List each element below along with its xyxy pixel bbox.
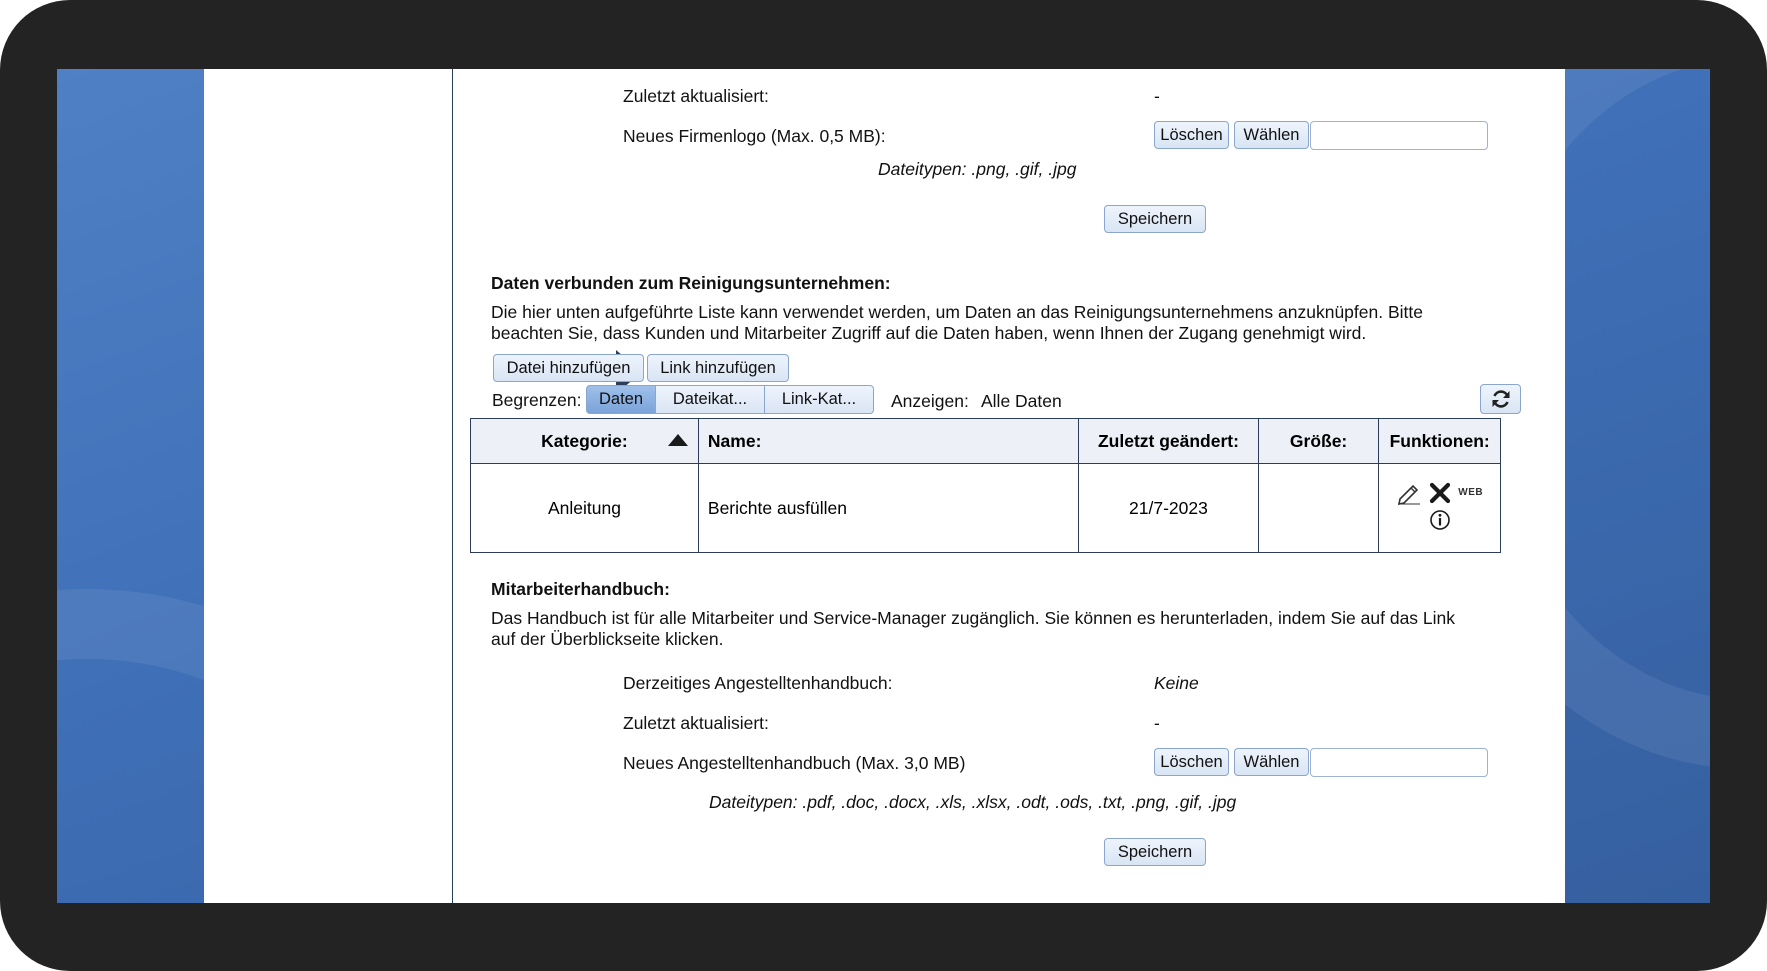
sort-ascending-icon — [668, 434, 688, 446]
handbook-last-updated-label: Zuletzt aktualisiert: — [623, 713, 769, 733]
web-badge[interactable]: WEB — [1458, 487, 1484, 498]
current-handbook-value: Keine — [1154, 673, 1199, 693]
column-header-functions: Funktionen: — [1379, 419, 1501, 464]
filter-tab-file-categories[interactable]: Dateikat... — [655, 385, 765, 414]
sidebar-divider — [452, 69, 453, 903]
data-section-description: beachten Sie, dass Kunden und Mitarbeiter Zugriff auf die Daten haben, wenn Ihnen der Zugang genehmigt wird. — [491, 323, 1367, 343]
handbook-heading: Mitarbeiterhandbuch: — [491, 579, 670, 599]
handbook-delete-button[interactable]: Löschen — [1154, 748, 1229, 776]
new-logo-label: Neues Firmenlogo (Max. 0,5 MB): — [623, 126, 886, 146]
cell-functions — [1379, 464, 1501, 553]
handbook-file-field[interactable] — [1310, 748, 1488, 777]
show-label: Anzeigen: — [891, 391, 969, 411]
logo-file-types: Dateitypen: .png, .gif, .jpg — [878, 159, 1077, 179]
column-header-label: Kategorie: — [541, 430, 628, 451]
filter-tab-link-categories[interactable]: Link-Kat... — [764, 385, 874, 414]
add-file-button[interactable]: Datei hinzufügen — [493, 354, 644, 382]
column-header-size[interactable]: Größe: — [1258, 419, 1379, 464]
desktop-background — [57, 69, 1710, 903]
handbook-save-button[interactable]: Speichern — [1104, 838, 1206, 866]
handbook-file-types: Dateitypen: .pdf, .doc, .docx, .xls, .xlsx, .odt, .ods, .txt, .png, .gif, .jpg — [709, 792, 1237, 812]
refresh-icon — [1490, 388, 1512, 410]
table-row — [471, 464, 1501, 553]
cell-size — [1258, 464, 1379, 553]
edit-pencil-icon[interactable] — [1396, 481, 1422, 505]
cell-category: Anleitung — [471, 464, 699, 553]
current-handbook-label: Derzeitiges Angestelltenhandbuch: — [623, 673, 893, 693]
add-link-button[interactable]: Link hinzufügen — [647, 354, 789, 382]
info-icon[interactable] — [1429, 509, 1451, 531]
handbook-description: auf der Überblickseite klicken. — [491, 629, 724, 649]
new-handbook-label: Neues Angestelltenhandbuch (Max. 3,0 MB) — [623, 753, 966, 773]
handbook-description: Das Handbuch ist für alle Mitarbeiter und Service-Manager zugänglich. Sie können es herunterladen, indem Sie auf das Link — [491, 608, 1456, 628]
refresh-button[interactable] — [1480, 384, 1521, 414]
limit-label: Begrenzen: — [492, 390, 582, 410]
data-section-heading: Daten verbunden zum Reinigungsunternehmen: — [491, 273, 891, 293]
cell-name[interactable]: Berichte ausfüllen — [698, 464, 1078, 553]
logo-last-updated-label: Zuletzt aktualisiert: — [623, 86, 769, 106]
delete-x-icon[interactable] — [1429, 482, 1451, 504]
web-page — [204, 69, 1565, 903]
handbook-choose-button[interactable]: Wählen — [1234, 748, 1309, 776]
column-header-category[interactable] — [471, 419, 699, 464]
logo-choose-button[interactable]: Wählen — [1234, 121, 1309, 149]
logo-delete-button[interactable]: Löschen — [1154, 121, 1229, 149]
column-header-name[interactable]: Name: — [698, 419, 1078, 464]
data-section-description: Die hier unten aufgeführte Liste kann verwendet werden, um Daten an das Reinigungsunternehmens anzuknüpfen. Bitte — [491, 302, 1423, 322]
filter-tab-files[interactable]: Daten — [586, 385, 656, 414]
files-table — [470, 418, 1501, 553]
show-value[interactable]: Alle Daten — [981, 391, 1062, 411]
logo-save-button[interactable]: Speichern — [1104, 205, 1206, 233]
logo-file-field[interactable] — [1310, 121, 1488, 150]
cell-modified: 21/7-2023 — [1079, 464, 1259, 553]
handbook-last-updated-value: - — [1154, 713, 1160, 733]
column-header-modified[interactable]: Zuletzt geändert: — [1079, 419, 1259, 464]
logo-last-updated-value: - — [1154, 86, 1160, 106]
